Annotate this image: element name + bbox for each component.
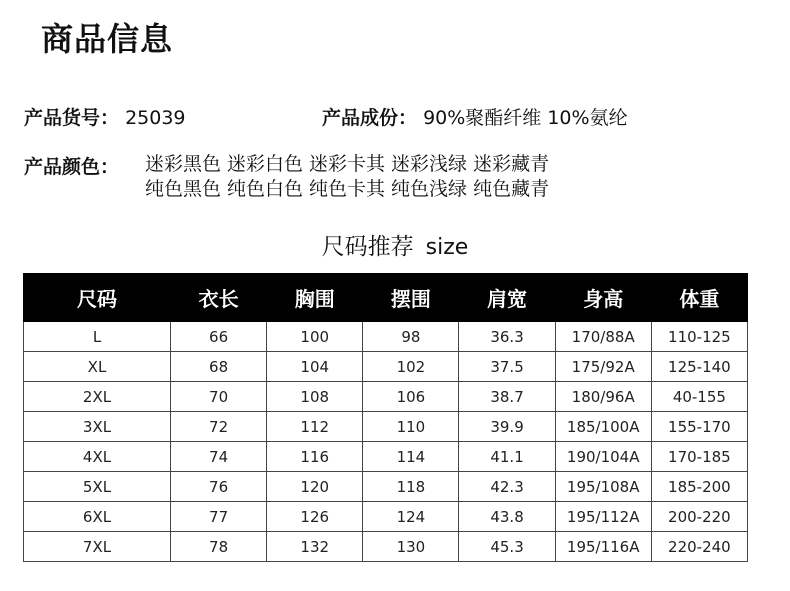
cell-length: 76 — [171, 472, 267, 502]
color-option: 迷彩白色 — [227, 153, 304, 175]
cell-chest: 104 — [267, 352, 363, 382]
product-sku-row — [24, 103, 186, 130]
cell-hem: 130 — [363, 532, 459, 562]
cell-size: 7XL — [24, 532, 171, 562]
cell-size: L — [24, 322, 171, 352]
cell-size: XL — [24, 352, 171, 382]
cell-weight: 185-200 — [651, 472, 747, 502]
size-chart-heading — [0, 228, 790, 261]
cell-size: 3XL — [24, 412, 171, 442]
cell-height: 170/88A — [555, 322, 651, 352]
color-option: 纯色白色 — [227, 178, 304, 200]
cell-shoulder: 38.7 — [459, 382, 555, 412]
product-colors-label-row — [24, 152, 119, 179]
cell-shoulder: 42.3 — [459, 472, 555, 502]
color-option: 迷彩黑色 — [145, 153, 222, 175]
cell-chest: 126 — [267, 502, 363, 532]
color-option: 迷彩卡其 — [309, 153, 386, 175]
cell-length: 74 — [171, 442, 267, 472]
cell-shoulder: 39.9 — [459, 412, 555, 442]
cell-height: 195/112A — [555, 502, 651, 532]
header-size: 尺码 — [24, 274, 171, 322]
cell-size: 6XL — [24, 502, 171, 532]
cell-length: 78 — [171, 532, 267, 562]
cell-chest: 108 — [267, 382, 363, 412]
cell-hem: 106 — [363, 382, 459, 412]
cell-size: 5XL — [24, 472, 171, 502]
cell-height: 195/108A — [555, 472, 651, 502]
color-option: 纯色浅绿 — [391, 178, 468, 200]
table-row — [24, 472, 748, 502]
colors-row-solid — [145, 177, 555, 202]
cell-length: 66 — [171, 322, 267, 352]
product-material-row — [322, 103, 628, 130]
table-header-row — [24, 274, 748, 322]
cell-chest: 116 — [267, 442, 363, 472]
cell-hem: 102 — [363, 352, 459, 382]
cell-length: 70 — [171, 382, 267, 412]
cell-weight: 220-240 — [651, 532, 747, 562]
cell-height: 185/100A — [555, 412, 651, 442]
header-hem: 摆围 — [363, 274, 459, 322]
cell-hem: 110 — [363, 412, 459, 442]
size-heading-cn: 尺码推荐 — [321, 234, 414, 260]
table-row — [24, 412, 748, 442]
colors-row-camo — [145, 152, 555, 177]
cell-shoulder: 37.5 — [459, 352, 555, 382]
cell-chest: 132 — [267, 532, 363, 562]
cell-weight: 40-155 — [651, 382, 747, 412]
table-row — [24, 382, 748, 412]
cell-shoulder: 45.3 — [459, 532, 555, 562]
table-row — [24, 322, 748, 352]
cell-hem: 124 — [363, 502, 459, 532]
color-option: 迷彩藏青 — [473, 153, 550, 175]
table-row — [24, 442, 748, 472]
cell-height: 180/96A — [555, 382, 651, 412]
color-option: 纯色黑色 — [145, 178, 222, 200]
page-title: 商品信息 — [41, 20, 174, 58]
cell-shoulder: 36.3 — [459, 322, 555, 352]
cell-weight: 125-140 — [651, 352, 747, 382]
size-heading-en: size — [425, 235, 469, 260]
cell-chest: 120 — [267, 472, 363, 502]
cell-hem: 118 — [363, 472, 459, 502]
sku-label: 产品货号： — [24, 107, 120, 129]
header-length: 衣长 — [171, 274, 267, 322]
cell-height: 175/92A — [555, 352, 651, 382]
table-row — [24, 502, 748, 532]
size-chart-table — [23, 273, 748, 562]
cell-hem: 114 — [363, 442, 459, 472]
cell-weight: 200-220 — [651, 502, 747, 532]
color-option: 纯色藏青 — [473, 178, 550, 200]
cell-size: 4XL — [24, 442, 171, 472]
cell-length: 77 — [171, 502, 267, 532]
colors-list — [145, 152, 555, 202]
table-row — [24, 532, 748, 562]
color-option: 迷彩浅绿 — [391, 153, 468, 175]
cell-shoulder: 41.1 — [459, 442, 555, 472]
cell-length: 72 — [171, 412, 267, 442]
cell-weight: 170-185 — [651, 442, 747, 472]
cell-weight: 110-125 — [651, 322, 747, 352]
header-shoulder: 肩宽 — [459, 274, 555, 322]
table-row — [24, 352, 748, 382]
cell-weight: 155-170 — [651, 412, 747, 442]
material-label: 产品成份： — [322, 107, 418, 129]
colors-label: 产品颜色： — [24, 156, 120, 178]
header-height: 身高 — [555, 274, 651, 322]
cell-hem: 98 — [363, 322, 459, 352]
cell-size: 2XL — [24, 382, 171, 412]
cell-length: 68 — [171, 352, 267, 382]
color-option: 纯色卡其 — [309, 178, 386, 200]
cell-shoulder: 43.8 — [459, 502, 555, 532]
header-weight: 体重 — [651, 274, 747, 322]
sku-value: 25039 — [125, 107, 186, 129]
cell-height: 190/104A — [555, 442, 651, 472]
material-value: 90%聚酯纤维 10%氨纶 — [423, 107, 628, 129]
cell-chest: 112 — [267, 412, 363, 442]
cell-chest: 100 — [267, 322, 363, 352]
cell-height: 195/116A — [555, 532, 651, 562]
header-chest: 胸围 — [267, 274, 363, 322]
